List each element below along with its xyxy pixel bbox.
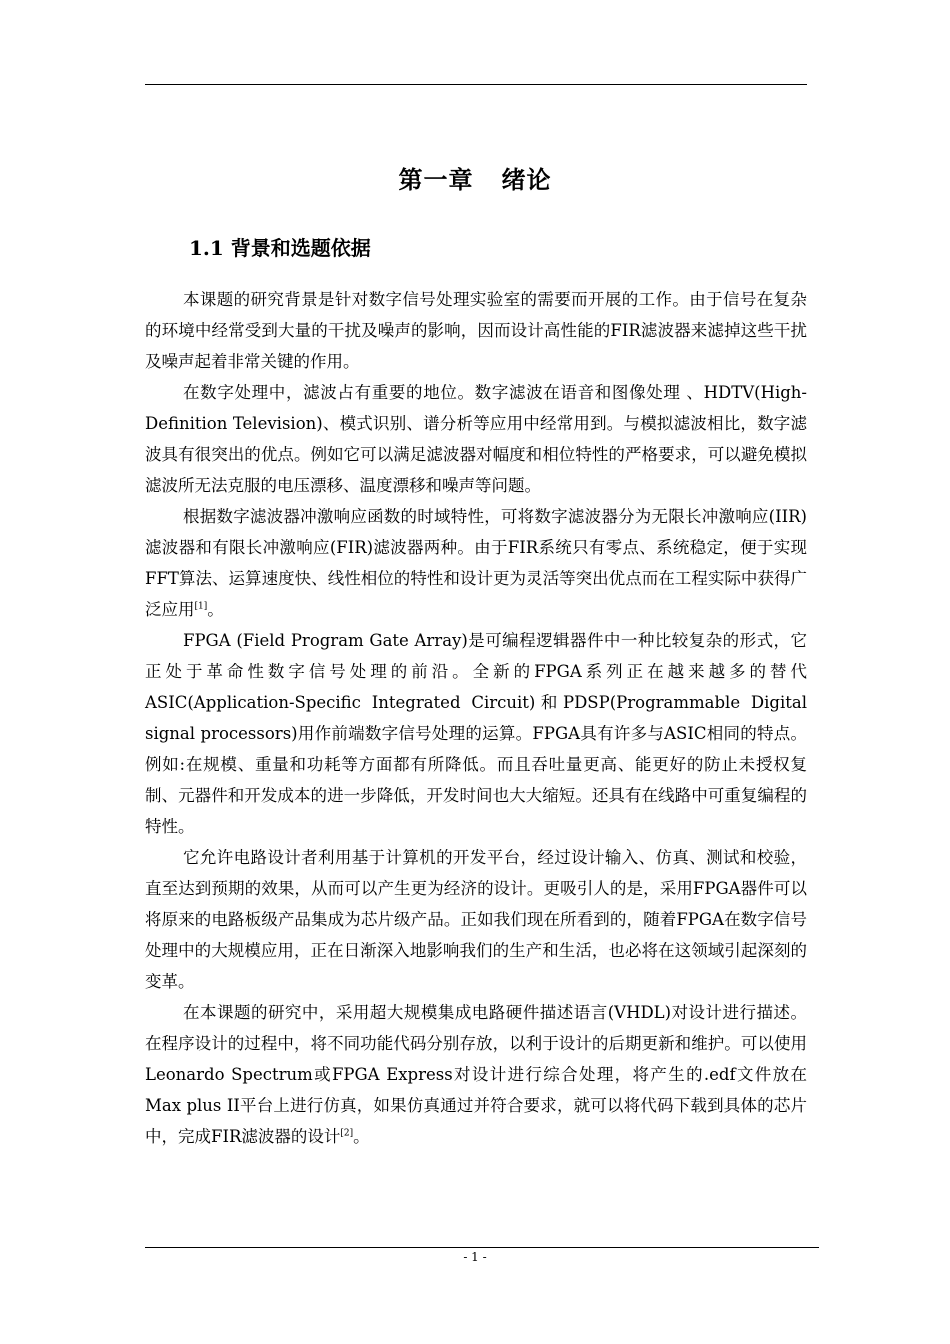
chapter-title: 第一章 绪论 — [398, 165, 552, 194]
header-rule — [145, 84, 807, 85]
paragraph-text: 在本课题的研究中，采用超大规模集成电路硬件描述语言(VHDL)对设计进行描述。在程序设计的过程中，将不同功能代码分别存放，以利于设计的后期更新和维护。可以使用Leonardo Spectrum或FPGA Express对设计进行综合处理，将产生的.edf文件放在Max plus II平台上进行仿真，如果仿真通过并符合要求，就可以将代码下载到具体的芯片中，完成FIR滤波器的设计 — [145, 1003, 807, 1146]
page-number: - 1 - — [463, 1250, 487, 1264]
paragraph-text: FPGA (Field Program Gate Array)是可编程逻辑器件中一种比较复杂的形式，它正处于革命性数字信号处理的前沿。全新的FPGA系列正在越来越多的替代ASIC(Application-Specific Integrated Circuit)和PDSP(Programmable Digital signal processors)用作前端数字信号处理的运算。FPGA具有许多与ASIC相同的特点。例如:在规模、重量和功耗等方面都有所降低。而且吞吐量更高、能更好的防止未授权复制、元器件和开发成本的进一步降低，开发时间也大大缩短。还具有在线路中可重复编程的特性。 — [145, 631, 807, 836]
paragraph-text: 它允许电路设计者利用基于计算机的开发平台，经过设计输入、仿真、测试和校验，直至达到预期的效果，从而可以产生更为经济的设计。更吸引人的是，采用FPGA器件可以将原来的电路板级产品集成为芯片级产品。正如我们现在所看到的，随着FPGA在数字信号处理中的大规模应用，正在日渐深入地影响我们的生产和生活，也必将在这领域引起深刻的变革。 — [145, 848, 807, 991]
paragraph-text: 在数字处理中，滤波占有重要的地位。数字滤波在语音和图像处理 、HDTV(High-Definition Television)、模式识别、谱分析等应用中经常用到。与模拟滤波相比，数字滤波具有很突出的优点。例如它可以满足滤波器对幅度和相位特性的严格要求，可以避免模拟滤波所无法克服的电压漂移、温度漂移和噪声等问题。 — [145, 383, 807, 495]
citation-ref: [2] — [340, 1128, 354, 1139]
paragraph-2 — [145, 377, 807, 501]
footer-rule — [145, 1247, 819, 1248]
paragraph-5 — [145, 842, 807, 997]
paragraph-tail: 。 — [353, 1127, 370, 1146]
paragraph-6 — [145, 997, 807, 1152]
paragraph-3 — [145, 501, 807, 625]
body-text — [145, 284, 807, 1152]
citation-ref: [1] — [194, 601, 208, 612]
section-title: 1.1 背景和选题依据 — [189, 236, 371, 260]
paragraph-text: 根据数字滤波器冲激响应函数的时域特性，可将数字滤波器分为无限长冲激响应(IIR)滤波器和有限长冲激响应(FIR)滤波器两种。由于FIR系统只有零点、系统稳定，便于实现FFT算法、运算速度快、线性相位的特性和设计更为灵活等突出优点而在工程实际中获得广泛应用 — [145, 507, 807, 619]
paragraph-text: 本课题的研究背景是针对数字信号处理实验室的需要而开展的工作。由于信号在复杂的环境中经常受到大量的干扰及噪声的影响，因而设计高性能的FIR滤波器来滤掉这些干扰及噪声起着非常关键的作用。 — [145, 290, 807, 371]
paragraph-1 — [145, 284, 807, 377]
paragraph-tail: 。 — [207, 600, 224, 619]
paragraph-4 — [145, 625, 807, 842]
